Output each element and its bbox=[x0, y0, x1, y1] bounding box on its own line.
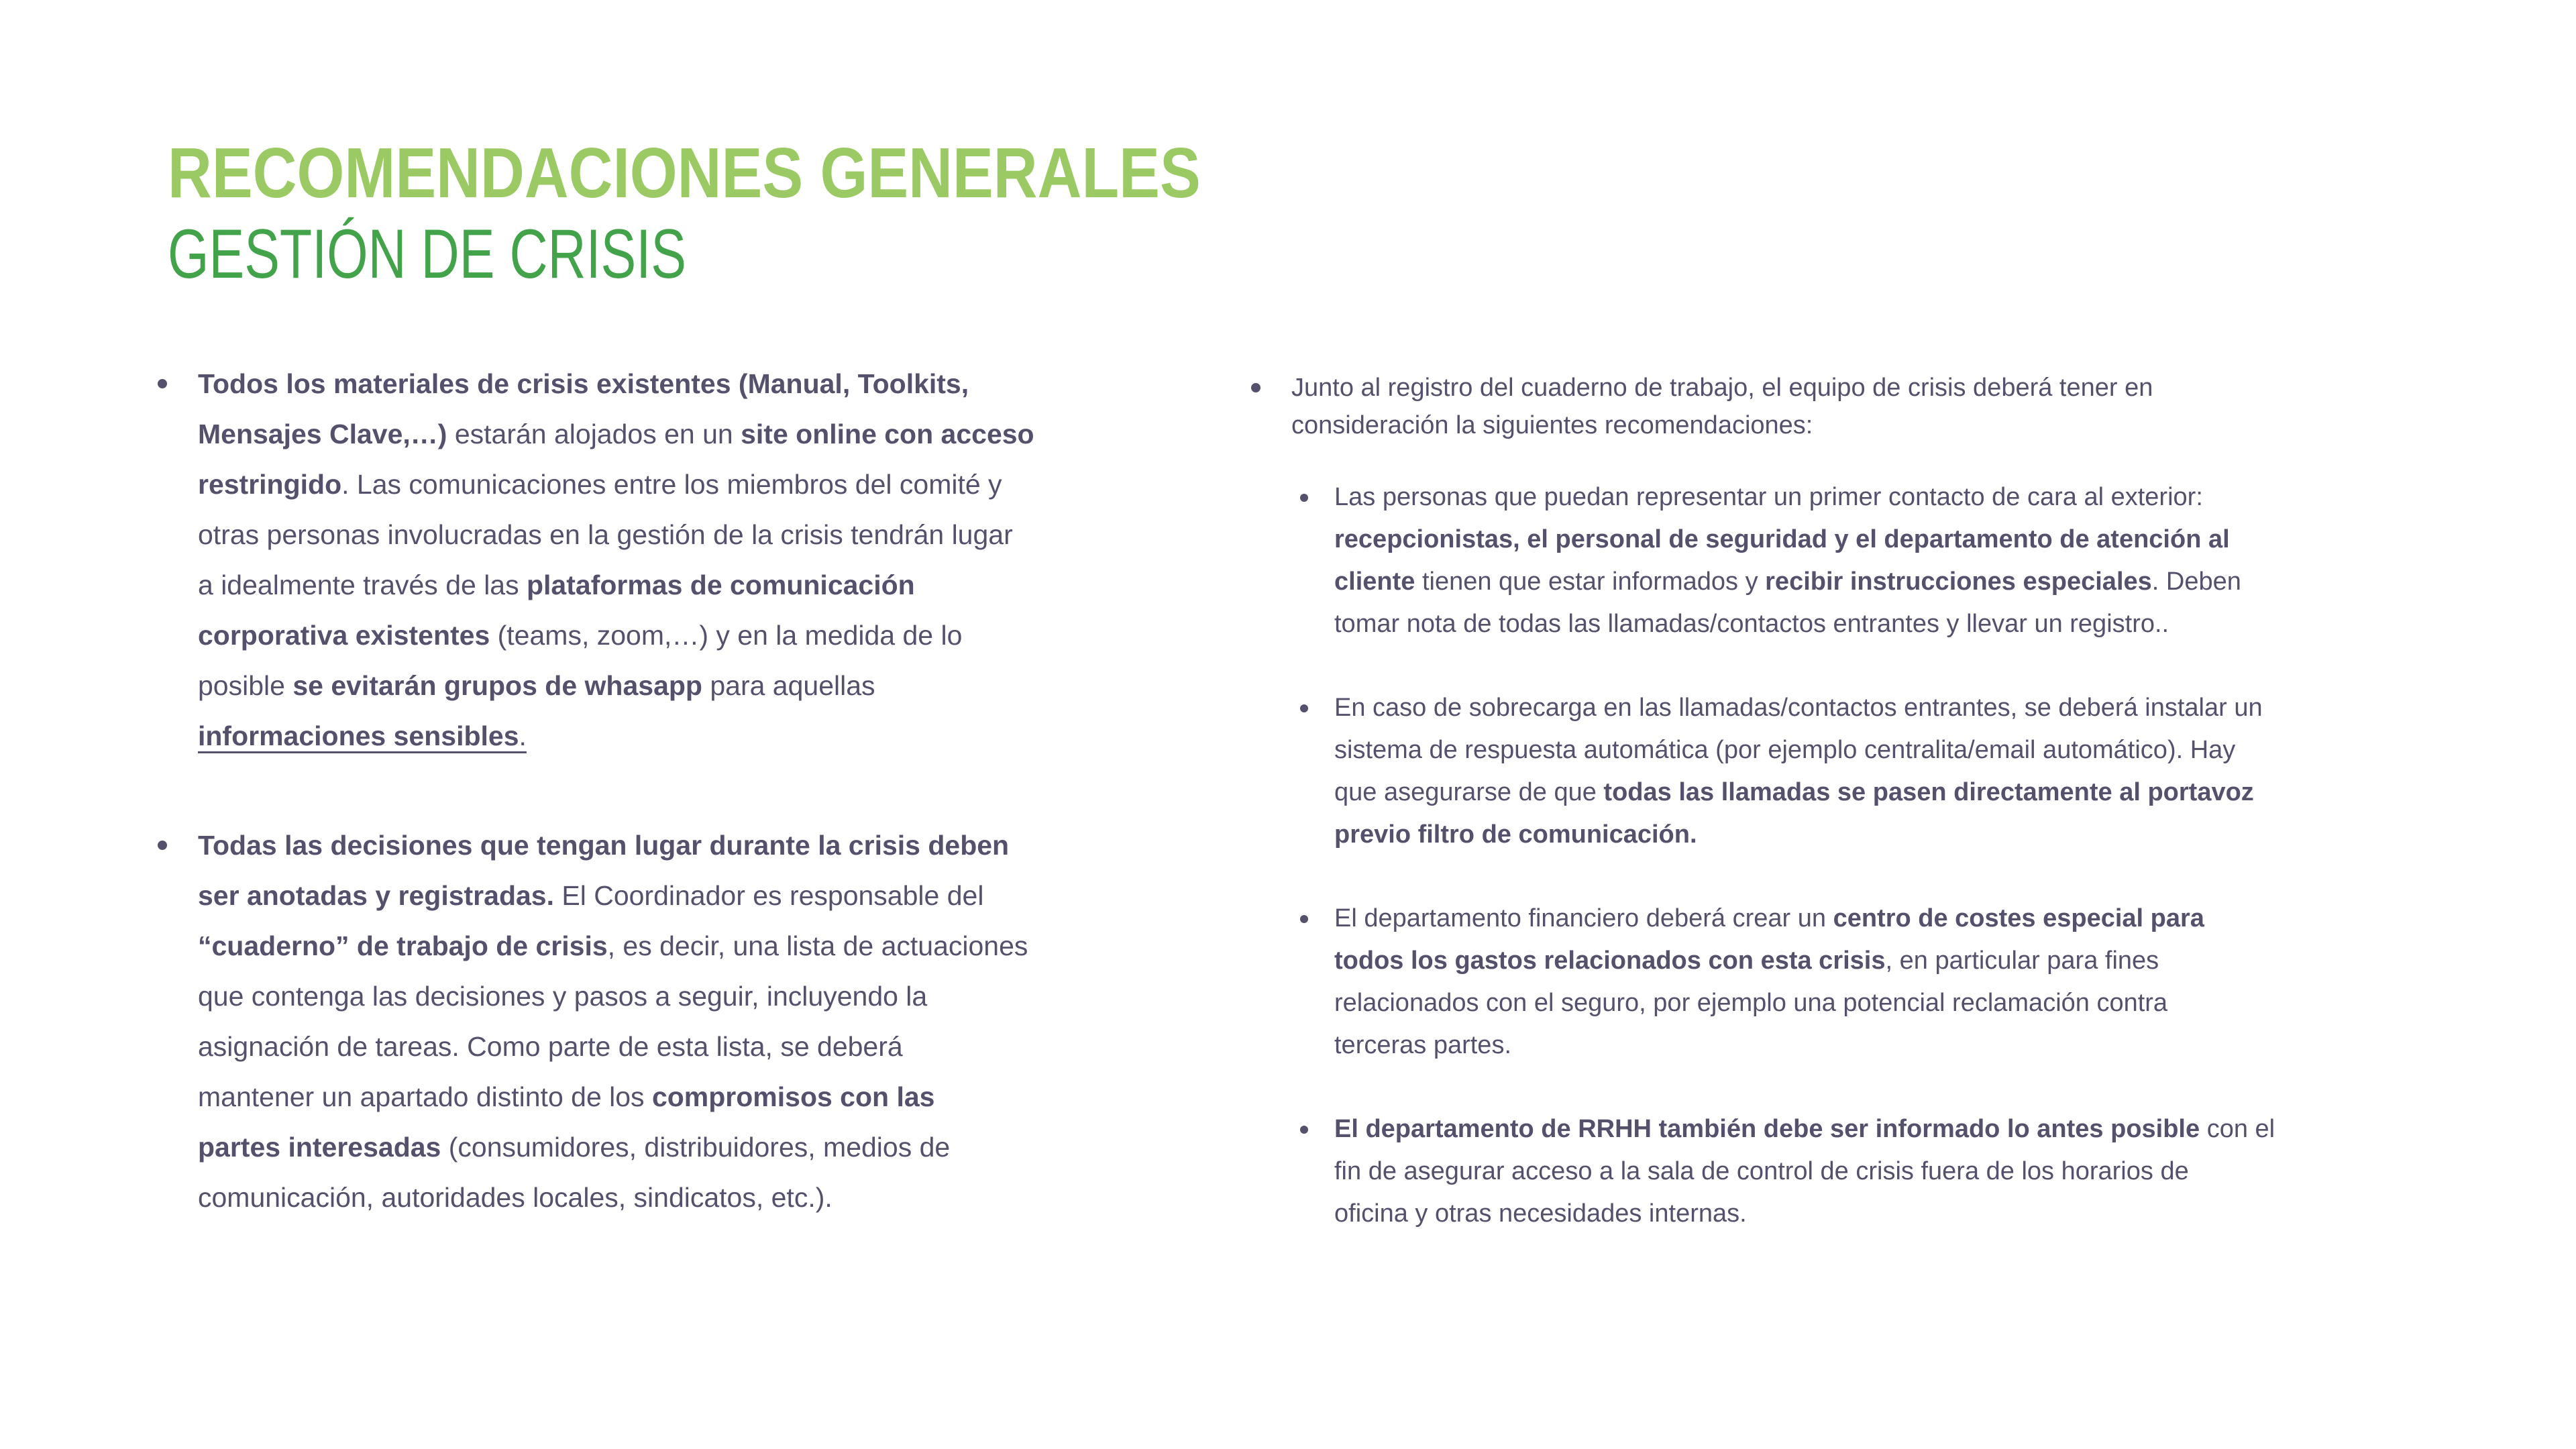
bullet-dot-icon bbox=[1300, 915, 1308, 923]
text-segment: Mensajes Clave,…) bbox=[198, 419, 447, 449]
text-segment: . Deben bbox=[2151, 568, 2241, 596]
text-segment: restringido bbox=[198, 469, 342, 500]
bullet-item bbox=[1300, 1108, 2512, 1235]
bullet-dot-icon bbox=[1300, 494, 1308, 502]
text-segment: El departamento financiero deberá crear un bbox=[1334, 904, 1833, 932]
text-segment: (consumidores, distribuidores, medios de bbox=[441, 1132, 951, 1163]
bullet-dot-icon bbox=[158, 379, 167, 388]
text-segment: comunicación, autoridades locales, sindicatos, etc.). bbox=[198, 1182, 833, 1213]
text-segment: El Coordinador es responsable del bbox=[553, 880, 984, 911]
text-segment: previo filtro de comunicación. bbox=[1334, 820, 1697, 849]
text-segment: que contenga las decisiones y pasos a seguir, incluyendo la bbox=[198, 981, 928, 1012]
text-segment: compromisos con las bbox=[651, 1081, 935, 1112]
text-segment: para aquellas bbox=[702, 670, 875, 701]
bullet-text bbox=[1334, 687, 2263, 856]
text-segment: mantener un apartado distinto de los bbox=[198, 1081, 652, 1112]
bullet-item bbox=[1300, 476, 2512, 645]
text-segment: posible bbox=[198, 670, 293, 701]
text-segment: fin de asegurar acceso a la sala de control de crisis fuera de los horarios de bbox=[1334, 1157, 2189, 1185]
text-segment: recepcionistas, el personal de seguridad y el departamento de atención al bbox=[1334, 525, 2230, 553]
text-segment: terceras partes. bbox=[1334, 1031, 1511, 1059]
text-segment: El departamento de RRHH también debe ser informado lo antes posible bbox=[1334, 1115, 2200, 1143]
text-segment: recibir instrucciones especiales bbox=[1765, 568, 2152, 596]
text-segment: , es decir, una lista de actuaciones bbox=[607, 930, 1028, 961]
bullet-dot-icon bbox=[1300, 1126, 1308, 1134]
text-segment: Junto al registro del cuaderno de trabajo, el equipo de crisis deberá tener en bbox=[1291, 374, 2153, 402]
text-segment: Todos los materiales de crisis existentes (Manual, Toolkits, bbox=[198, 368, 969, 399]
text-segment: (teams, zoom,…) y en la medida de lo bbox=[490, 620, 963, 651]
bullet-item bbox=[1300, 687, 2512, 856]
text-segment: sistema de respuesta automática (por ejemplo centralita/email automático). Hay bbox=[1334, 736, 2236, 764]
bullet-text bbox=[1334, 898, 2204, 1067]
bullet-text bbox=[1334, 476, 2241, 645]
text-segment: centro de costes especial para bbox=[1833, 904, 2204, 932]
text-segment: a idealmente través de las bbox=[198, 570, 527, 600]
bullet-item bbox=[158, 820, 1150, 1223]
text-segment: relacionados con el seguro, por ejemplo una potencial reclamación contra bbox=[1334, 989, 2168, 1017]
text-segment: cliente bbox=[1334, 568, 1415, 596]
text-segment: Todas las decisiones que tengan lugar durante la crisis deben bbox=[198, 830, 1010, 861]
text-segment: todas las llamadas se pasen directamente al portavoz bbox=[1603, 778, 2254, 806]
bullet-text bbox=[198, 820, 1028, 1223]
page-title: RECOMENDACIONES GENERALES bbox=[168, 133, 1201, 213]
text-segment: informaciones sensibles bbox=[198, 720, 519, 751]
text-segment: oficina y otras necesidades internas. bbox=[1334, 1199, 1747, 1228]
text-segment: corporativa existentes bbox=[198, 620, 490, 651]
slide-title bbox=[168, 133, 1368, 293]
text-segment: ser anotadas y registradas. bbox=[198, 880, 554, 911]
text-segment: , en particular para fines bbox=[1885, 947, 2159, 975]
bullet-text bbox=[1334, 1108, 2275, 1235]
bullet-item bbox=[1300, 898, 2512, 1067]
text-segment: Las personas que puedan representar un primer contacto de cara al exterior: bbox=[1334, 483, 2203, 511]
text-segment: site online con acceso bbox=[741, 419, 1034, 449]
bullet-item bbox=[1251, 369, 2512, 444]
text-segment: “cuaderno” de trabajo de crisis bbox=[198, 930, 608, 961]
text-segment: plataformas de comunicación bbox=[527, 570, 915, 600]
bullet-dot-icon bbox=[1300, 704, 1308, 712]
bullet-text bbox=[1291, 369, 2153, 444]
text-segment: con el bbox=[2200, 1115, 2275, 1143]
text-segment: que asegurarse de que bbox=[1334, 778, 1604, 806]
text-segment: asignación de tareas. Como parte de esta lista, se deberá bbox=[198, 1031, 903, 1062]
bullet-dot-icon bbox=[1251, 383, 1260, 392]
bullet-text bbox=[198, 359, 1034, 761]
text-segment: otras personas involucradas en la gestión de la crisis tendrán lugar bbox=[198, 519, 1013, 550]
bullet-dot-icon bbox=[158, 841, 167, 850]
left-column bbox=[158, 359, 1150, 1282]
text-segment: todos los gastos relacionados con esta crisis bbox=[1334, 947, 1886, 975]
text-segment: En caso de sobrecarga en las llamadas/contactos entrantes, se deberá instalar un bbox=[1334, 694, 2263, 722]
text-segment: tomar nota de todas las llamadas/contactos entrantes y llevar un registro.. bbox=[1334, 610, 2169, 638]
text-segment: estarán alojados en un bbox=[447, 419, 741, 449]
text-segment: partes interesadas bbox=[198, 1132, 441, 1163]
text-segment: . bbox=[519, 720, 527, 751]
text-segment: tienen que estar informados y bbox=[1415, 568, 1766, 596]
page-subtitle: GESTIÓN DE CRISIS bbox=[168, 215, 686, 293]
right-column bbox=[1251, 369, 2512, 1277]
text-segment: . Las comunicaciones entre los miembros del comité y bbox=[341, 469, 1002, 500]
text-segment: consideración la siguientes recomendaciones: bbox=[1291, 411, 1813, 439]
bullet-item bbox=[158, 359, 1150, 761]
text-segment: se evitarán grupos de whasapp bbox=[292, 670, 702, 701]
